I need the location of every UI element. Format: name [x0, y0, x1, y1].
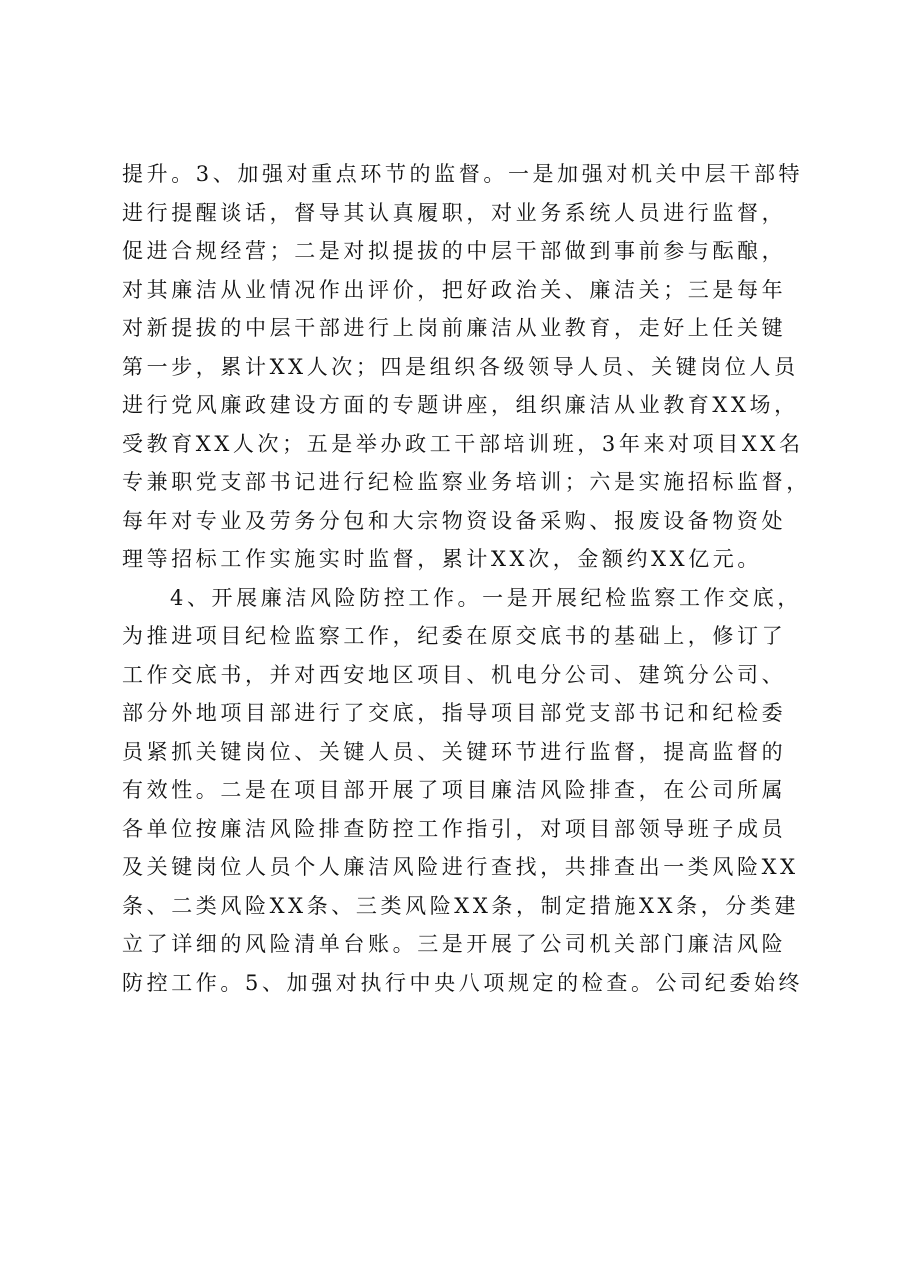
text-line: 促进合规经营；二是对拟提拔的中层干部做到事前参与酝酿， — [122, 239, 787, 263]
text-line: 进行提醒谈话，督导其认真履职，对业务系统人员进行监督， — [122, 200, 787, 225]
text-line: 员紧抓关键岗位、关键人员、关键环节进行监督，提高监督的 — [122, 739, 787, 764]
text-line: 对其廉洁从业情况作出评价，把好政治关、廉洁关；三是每年 — [122, 277, 787, 302]
text-line: 为推进项目纪检监察工作，纪委在原交底书的基础上，修订了 — [122, 624, 787, 648]
text-line: 每年对专业及劳务分包和大宗物资设备采购、报废设备物资处 — [122, 508, 787, 533]
text-line: 各单位按廉洁风险排查防控工作指引，对项目部领导班子成员 — [122, 816, 787, 841]
text-line: 提升。3、加强对重点环节的监督。一是加强对机关中层干部特 — [122, 162, 804, 186]
text-line: 工作交底书，并对西安地区项目、机电分公司、建筑分公司、 — [122, 662, 787, 687]
text-line: 第一步，累计XX人次；四是组织各级领导人员、关键岗位人员 — [122, 354, 799, 379]
paragraph-first-line: 4、开展廉洁风险防控工作。一是开展纪检监察工作交底， — [170, 585, 802, 610]
text-line: 有效性。二是在项目部开展了项目廉洁风险排查，在公司所属 — [122, 778, 787, 802]
text-line: 防控工作。5、加强对执行中央八项规定的检查。公司纪委始终 — [122, 970, 804, 995]
text-line: 进行党风廉政建设方面的专题讲座，组织廉洁从业教育XX场， — [122, 393, 799, 417]
text-line: 立了详细的风险清单台账。三是开展了公司机关部门廉洁风险 — [122, 932, 787, 956]
text-line: 对新提拔的中层干部进行上岗前廉洁从业教育，走好上任关键 — [122, 316, 787, 340]
text-line: 理等招标工作实施实时监督，累计XX次，金额约XX亿元。 — [122, 547, 762, 571]
text-line: 及关键岗位人员个人廉洁风险进行查找，共排查出一类风险XX — [122, 855, 799, 879]
text-line: 专兼职党支部书记进行纪检监察业务培训；六是实施招标监督， — [122, 470, 811, 494]
text-line: 条、二类风险XX条、三类风险XX条，制定措施XX条，分类建 — [122, 893, 800, 918]
text-line: 受教育XX人次；五是举办政工干部培训班，3年来对项目XX名 — [122, 431, 804, 456]
body-text — [122, 155, 812, 1002]
text-line: 部分外地项目部进行了交底，指导项目部党支部书记和纪检委 — [122, 701, 787, 725]
